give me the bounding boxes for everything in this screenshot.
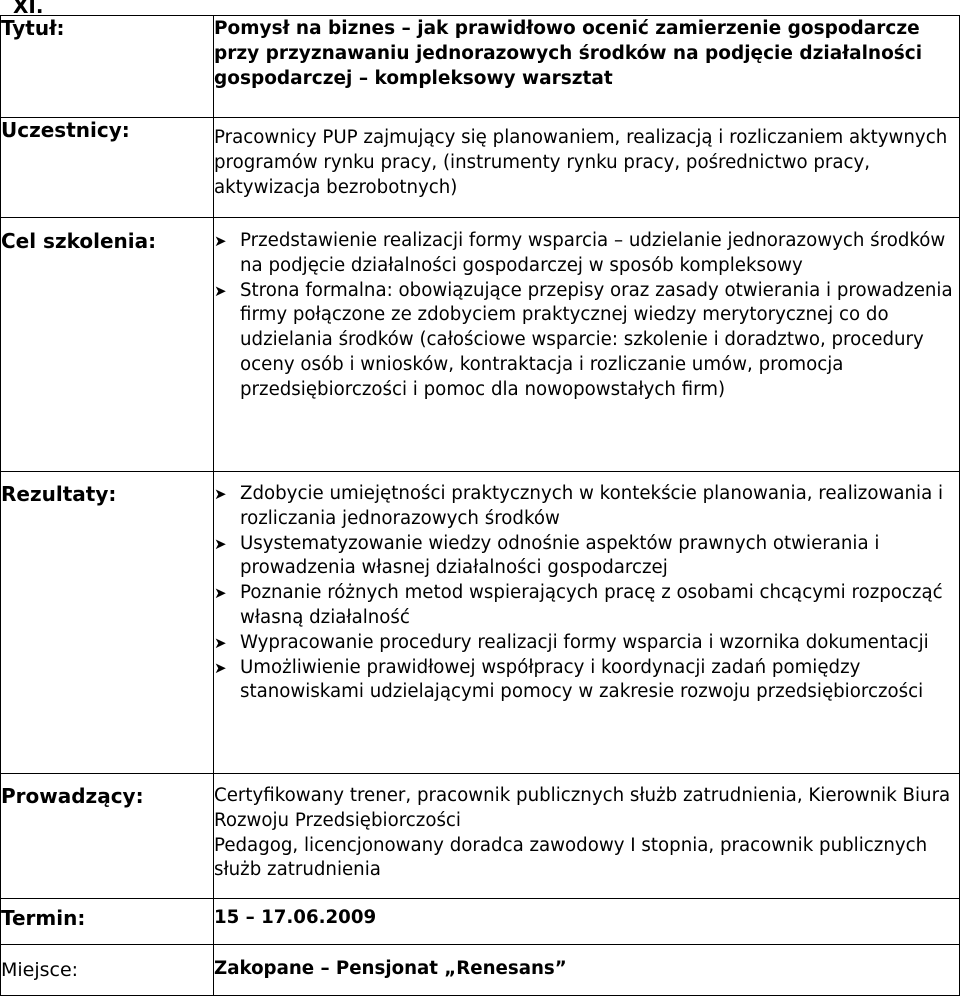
list-item: ➤ Strona formalna: obowiązujące przepisy oraz zasady otwierania i prowadzenia firmy połączone ze zdobyciem praktycznej wiedzy merytorycznej co do udzielania środków (całościowe wsparcie: szkolenie i doradztwo, procedury oceny osób i wniosków, kontraktacja i rozliczanie umów, promocja przedsiębiorczości i pomoc dla nowopowstałych firm) [214, 279, 953, 400]
list-item: ➤ Usystematyzowanie wiedzy odnośnie aspektów prawnych otwierania i prowadzenia własnej działalności gospodarczej [214, 532, 880, 579]
arrowhead-bullet-icon: ➤ [214, 658, 227, 677]
training-title: Pomysł na biznes – jak prawidłowo ocenić zamierzenie gospodarcze przy przyznawaniu jednorazowych środków na podjęcie działalności gospodarczej – kompleksowy warsztat [214, 18, 923, 89]
label-goal: Cel szkolenia: [1, 218, 214, 472]
list-item: ➤ Przedstawienie realizacji formy wsparcia – udzielanie jednorazowych środków na podjęcie działalności gospodarczej w sposób kompleksowy [214, 230, 946, 276]
label-title: Tytuł: [1, 16, 214, 118]
label-trainers: Prowadzący: [1, 774, 214, 899]
arrowhead-bullet-icon: ➤ [214, 232, 227, 250]
results-list [214, 482, 959, 705]
arrowhead-bullet-icon: ➤ [214, 633, 227, 652]
list-item: ➤ Umożliwienie prawidłowej współpracy i koordynacji zadań pomiędzy stanowiskami udzielającymi pomocy w zakresie rozwoju przedsiębiorczości [214, 656, 924, 703]
arrowhead-bullet-icon: ➤ [214, 281, 227, 300]
goal-list [214, 229, 959, 403]
row-date [1, 899, 960, 945]
trainer-line: Certyfikowany trener, pracownik publicznych służb zatrudnienia, Kierownik Biura Rozwoju Przedsiębiorczości [214, 785, 951, 831]
label-place: Miejsce: [1, 959, 79, 981]
row-trainers [1, 774, 960, 899]
arrowhead-bullet-icon: ➤ [214, 485, 227, 503]
row-title [1, 16, 960, 118]
row-results [1, 472, 960, 774]
arrowhead-bullet-icon: ➤ [214, 584, 227, 603]
row-place [1, 945, 960, 996]
row-goal [1, 218, 960, 472]
label-date: Termin: [1, 899, 214, 945]
section-number: XI. [13, 0, 44, 18]
trainer-line: Pedagog, licencjonowany doradca zawodowy I stopnia, pracownik publicznych służb zatrudnienia [214, 834, 928, 881]
arrowhead-bullet-icon: ➤ [214, 534, 227, 553]
training-table [0, 15, 960, 996]
label-results: Rezultaty: [1, 472, 214, 774]
list-item: ➤ Zdobycie umiejętności praktycznych w kontekście planowania, realizowania i rozliczania jednorazowych środków [214, 483, 944, 529]
list-item: ➤ Poznanie różnych metod wspierających pracę z osobami chcącymi rozpocząć własną działalność [214, 582, 943, 628]
date-value: 15 – 17.06.2009 [214, 899, 960, 945]
participants-text: Pracownicy PUP zajmujący się planowaniem, realizacją i rozliczaniem aktywnych programów rynku pracy, (instrumenty rynku pracy, pośrednictwo pracy, aktywizacja bezrobotnych) [214, 118, 960, 218]
place-value: Zakopane – Pensjonat „Renesans” [214, 945, 960, 996]
row-participants [1, 118, 960, 218]
list-item: ➤ Wypracowanie procedury realizacji formy wsparcia i wzornika dokumentacji [214, 631, 959, 656]
label-participants: Uczestnicy: [1, 118, 214, 218]
